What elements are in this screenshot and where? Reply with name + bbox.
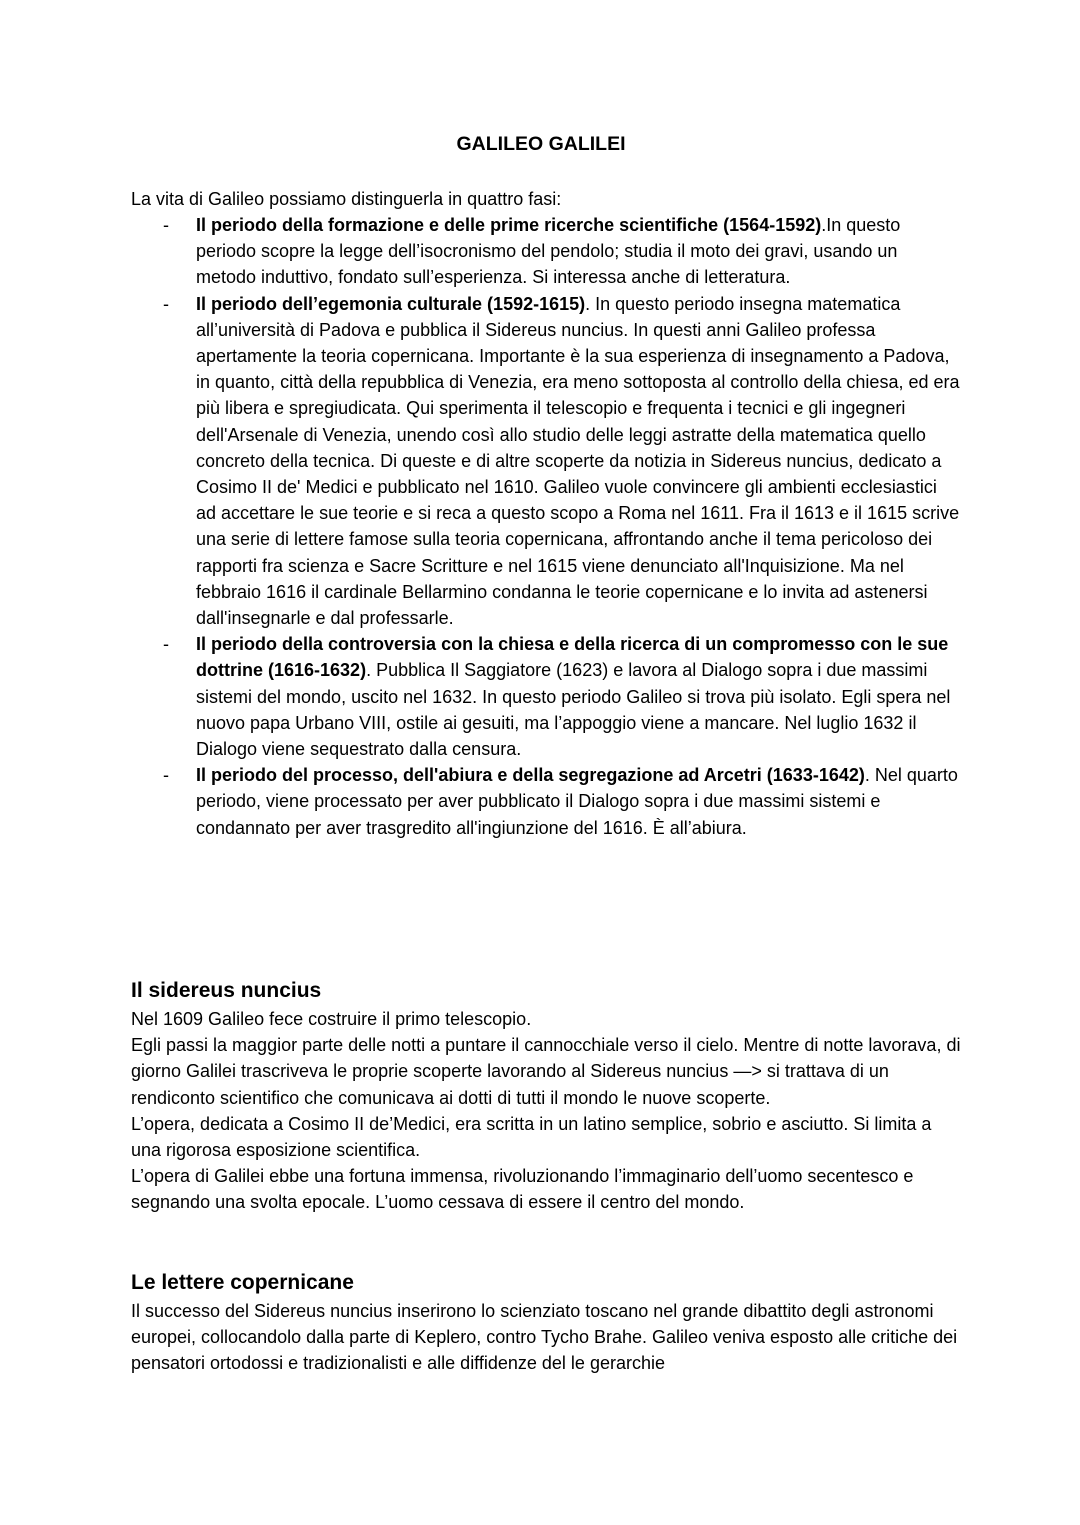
bullet-dash: - — [163, 215, 169, 235]
bullet-dash: - — [163, 765, 169, 786]
phase-heading: Il periodo della formazione e delle prime ricerche scientifiche (1564-1592) — [196, 215, 822, 235]
list-item — [131, 291, 961, 632]
phase-heading: Il periodo del processo, dell'abiura e della segregazione ad Arcetri (1633-1642) — [196, 765, 865, 786]
intro-text: La vita di Galileo possiamo distinguerla in quattro fasi: — [131, 189, 562, 209]
paragraph: Il successo del Sidereus nuncius inserirono lo scienziato toscano nel grande dibattito degli astronomi europei, collocandolo dalla parte di Keplero, contro Tycho Brahe. Galileo veniva esposto alle critiche dei pensatori ortodossi e tradizionalisti e alle diffidenze del le gerarchie — [131, 1301, 958, 1374]
list-item — [131, 762, 961, 841]
bullet-dash: - — [163, 293, 169, 314]
phase-heading: Il periodo dell’egemonia culturale (1592-1615) — [196, 293, 586, 314]
document-title: GALILEO GALILEI — [456, 133, 626, 155]
paragraph: L’opera, dedicata a Cosimo II de’Medici, era scritta in un latino semplice, sobrio e asciutto. Si limita a una rigorosa esposizione scientifica. — [131, 1113, 932, 1161]
section-heading-sidereus: Il sidereus nuncius — [131, 979, 322, 1002]
phase-text: . Nel quarto periodo, viene processato per aver pubblicato il Dialogo sopra i due massimi sistemi e condannato per aver trasgredito all'ingiunzione del 1616. È all’abiura. — [196, 765, 958, 838]
section-heading-lettere: Le lettere copernicane — [131, 1271, 354, 1294]
phase-text: .In questo periodo scopre la legge dell’isocronismo del pendolo; studia il moto dei gravi, usando un metodo induttivo, fondato sull’esperienza. Si interessa anche di letteratura. — [196, 215, 901, 288]
phase-text: . Pubblica Il Saggiatore (1623) e lavora al Dialogo sopra i due massimi sistemi del mondo, uscito nel 1632. In questo periodo Galileo si trova più isolato. Egli spera nel nuovo papa Urbano VIII, ostile ai gesuiti, ma l’appoggio viene a mancare. Nel luglio 1632 il Dialogo viene sequestrato dalla censura. — [196, 660, 951, 760]
bullet-dash: - — [163, 634, 169, 655]
paragraph: L’opera di Galilei ebbe una fortuna immensa, rivoluzionando l’immaginario dell’uomo secentesco e segnando una svolta epocale. L’uomo cessava di essere il centro del mondo. — [131, 1166, 914, 1213]
paragraph: Nel 1609 Galileo fece costruire il primo telescopio. — [131, 1009, 532, 1029]
phase-text: . In questo periodo insegna matematica all’università di Padova e pubblica il Sidereus nuncius. In questi anni Galileo professa apertamente la teoria copernicana. Importante è la sua esperienza di insegnamento a Padova, in quanto, città della repubblica di Venezia, era meno sottoposta al controllo della chiesa, ed era più libera e spregiudicata. Qui sperimenta il telescopio e frequenta i tecnici e gli ingegneri dell'Arsenale di Venezia, unendo così allo studio delle leggi astratte della matematica quello concreto della tecnica. Di queste e di altre scoperte da notizia in Sidereus nuncius, dedicato a Cosimo II de' Medici e pubblicato nel 1610. Galileo vuole convincere gli ambienti ecclesiastici ad accettare le sue teorie e si reca a questo scopo a Roma nel 1611. Fra il 1613 e il 1615 scrive una serie di lettere famose sulla teoria copernicana, affrontando anche il tema pericoloso dei rapporti fra scienza e Sacre Scritture e nel 1615 viene denunciato all'Inquisizione. Ma nel febbraio 1616 il cardinale Bellarmino condanna le teorie copernicane e lo invita ad astenersi dall'insegnarle e dal professarle. — [196, 293, 960, 629]
list-item — [131, 212, 961, 291]
phase-heading: Il periodo della controversia con la chiesa e della ricerca di un compromesso con le sue dottrine (1616-1632) — [196, 634, 949, 681]
section-body-lettere — [131, 1298, 961, 1377]
phases-list — [131, 212, 961, 841]
paragraph: Egli passi la maggior parte delle notti a puntare il cannocchiale verso il cielo. Mentre di notte lavorava, di giorno Galilei trascriveva le proprie scoperte lavorando al Sidereus nuncius —> si trattava di un rendiconto scientifico che comunicava ai dotti di tutti il mondo le nuove scoperte. — [131, 1035, 961, 1108]
list-item — [131, 631, 961, 762]
section-body-sidereus — [131, 1006, 961, 1216]
